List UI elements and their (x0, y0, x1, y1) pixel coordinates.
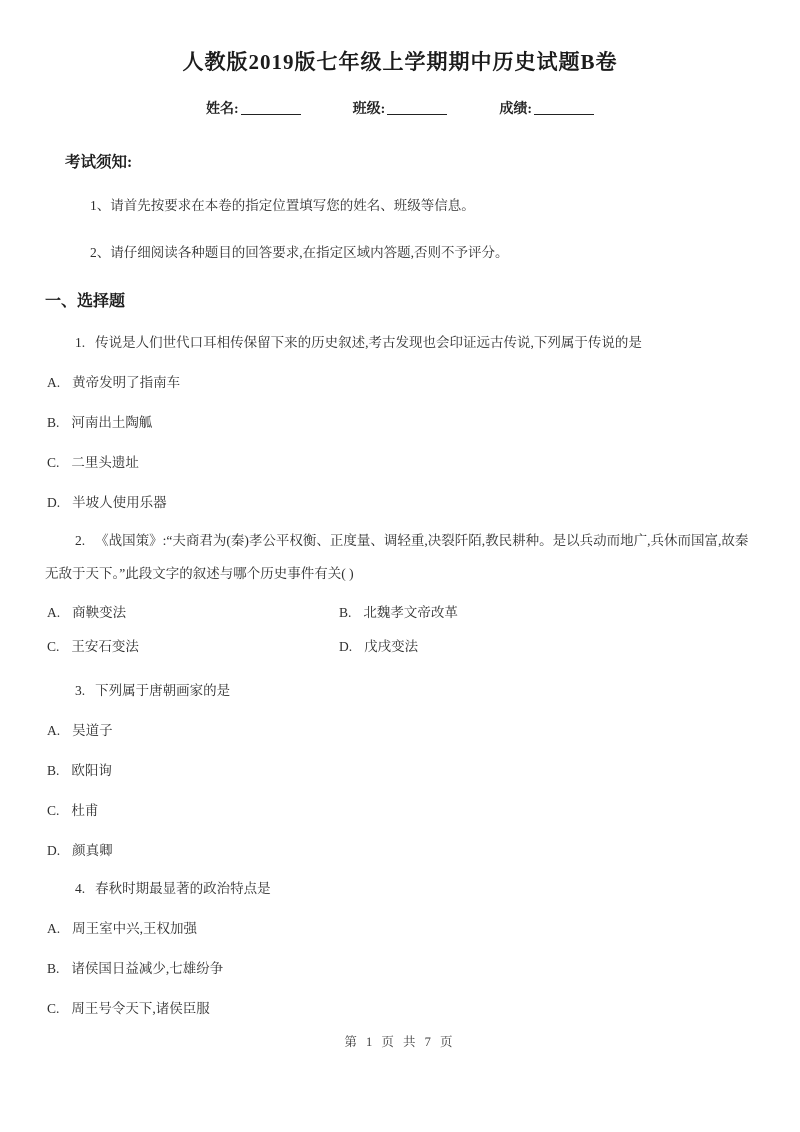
question-3-option-d (47, 842, 755, 860)
section-heading-multiple-choice: 一、选择题 (45, 293, 126, 310)
question-2-stem: 《战国策》:“夫商君为(秦)孝公平权衡、正度量、调轻重,决裂阡陌,教民耕种。是以兵动而地广,兵休而国富,故秦无敌于天下。”此段文字的叙述与哪个历史事件有关( ) (45, 533, 749, 581)
option-text: 周王号令天下,诸侯臣服 (71, 1001, 210, 1016)
class-label: 班级: (352, 102, 386, 117)
option-key: D. (339, 639, 353, 654)
question-3-text (45, 682, 755, 700)
option-text: 诸侯国日益减少,七雄纷争 (71, 961, 224, 976)
option-text: 王安石变法 (71, 639, 139, 654)
option-text: 黄帝发明了指南车 (72, 375, 181, 390)
option-key: A. (47, 375, 61, 390)
option-key: B. (339, 605, 352, 620)
option-text: 杜甫 (71, 803, 99, 818)
option-text: 周王室中兴,王权加强 (72, 921, 197, 936)
question-3-stem: 下列属于唐朝画家的是 (95, 683, 231, 698)
option-text: 戊戌变法 (364, 639, 419, 654)
score-blank-line (534, 102, 594, 115)
question-1-option-c (47, 454, 755, 472)
question-4-option-c (47, 1000, 755, 1018)
score-field (499, 98, 594, 118)
question-1-stem: 传说是人们世代口耳相传保留下来的历史叙述,考古发现也会印证远古传说,下列属于传说的是 (95, 335, 642, 350)
notice-item-1: 1、请首先按要求在本卷的指定位置填写您的姓名、班级等信息。 (90, 198, 475, 213)
question-3-option-b (47, 762, 755, 780)
question-2-options (47, 604, 755, 656)
question-2-option-d (339, 638, 755, 656)
option-text: 欧阳询 (71, 763, 112, 778)
exam-notice-heading: 考试须知: (65, 154, 133, 171)
question-3-option-c (47, 802, 755, 820)
question-3-number: 3. (75, 683, 86, 698)
name-field (206, 98, 301, 118)
option-key: A. (47, 921, 61, 936)
question-2-option-c (47, 638, 339, 656)
question-2-number: 2. (75, 533, 86, 548)
option-text: 商鞅变法 (72, 605, 127, 620)
question-4-stem: 春秋时期最显著的政治特点是 (95, 881, 271, 896)
question-2-text (45, 524, 755, 590)
student-info-fields (45, 98, 755, 118)
option-text: 北魏孝文帝改革 (363, 605, 458, 620)
option-key: D. (47, 843, 61, 858)
option-text: 半坡人使用乐器 (72, 495, 167, 510)
class-field (353, 98, 448, 118)
option-text: 吴道子 (72, 723, 113, 738)
option-key: B. (47, 763, 60, 778)
option-key: C. (47, 639, 60, 654)
page-title: 人教版2019版七年级上学期期中历史试题B卷 (182, 50, 618, 74)
option-key: A. (47, 723, 61, 738)
name-label: 姓名: (205, 102, 239, 117)
page-indicator: 第 1 页 共 7 页 (344, 1035, 456, 1049)
option-key: A. (47, 605, 61, 620)
question-1-option-b (47, 414, 755, 432)
option-key: B. (47, 415, 60, 430)
question-2-option-a (47, 604, 339, 622)
option-key: C. (47, 1001, 60, 1016)
score-label: 成绩: (499, 102, 532, 117)
option-key: C. (47, 803, 60, 818)
option-text: 河南出土陶觚 (71, 415, 153, 430)
name-blank-line (241, 102, 301, 115)
question-1-option-d (47, 494, 755, 512)
notice-item-2: 2、请仔细阅读各种题目的回答要求,在指定区域内答题,否则不予评分。 (90, 245, 509, 260)
question-4-option-a (47, 920, 755, 938)
option-key: C. (47, 455, 60, 470)
question-4-number: 4. (75, 881, 86, 896)
question-4-text (45, 880, 755, 898)
class-blank-line (387, 102, 447, 115)
page-footer (0, 1032, 800, 1050)
question-4-option-b (47, 960, 755, 978)
question-1-text (45, 334, 755, 352)
question-1-number: 1. (75, 335, 86, 350)
question-1-option-a (47, 374, 755, 392)
option-key: D. (47, 495, 61, 510)
option-key: B. (47, 961, 60, 976)
option-text: 二里头遗址 (71, 455, 139, 470)
question-3-option-a (47, 722, 755, 740)
question-2-option-b (339, 604, 755, 622)
option-text: 颜真卿 (72, 843, 113, 858)
